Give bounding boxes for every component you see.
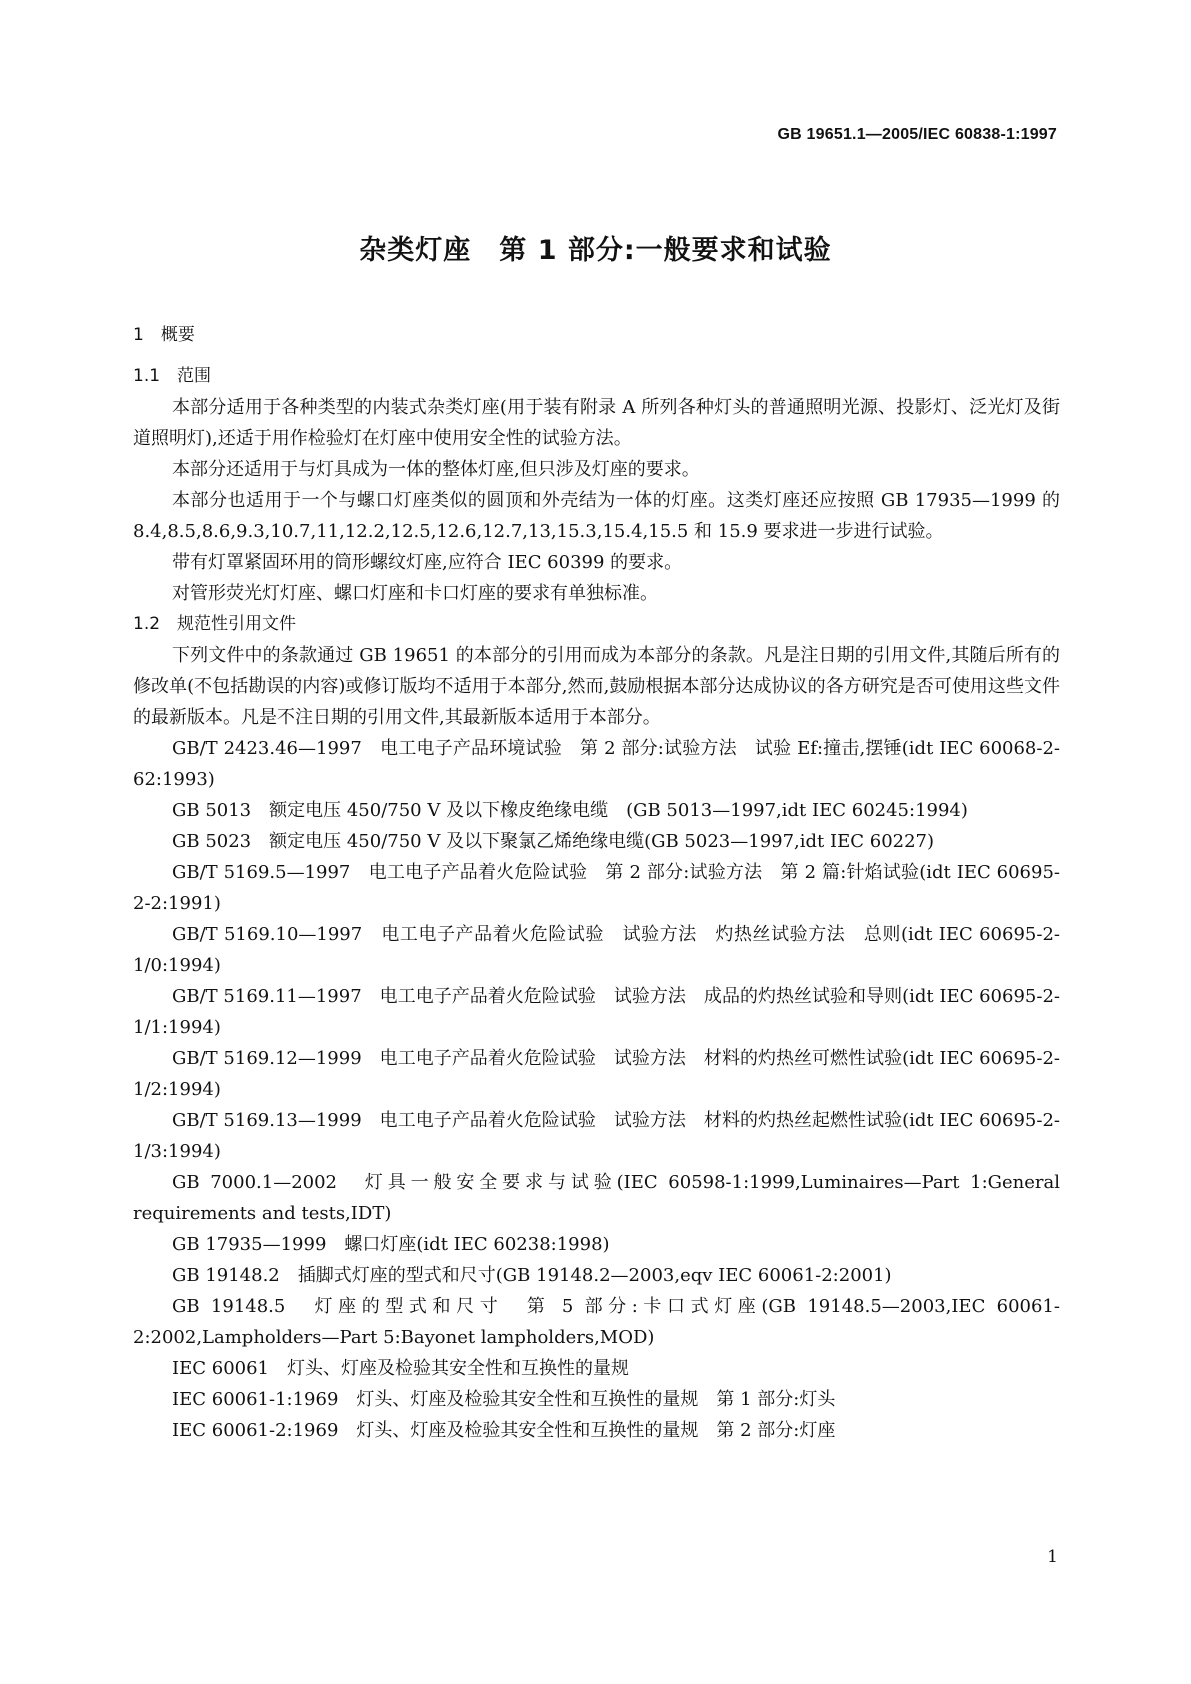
reference-item: GB/T 5169.10—1997 电工电子产品着火危险试验 试验方法 灼热丝试验方法 总则(idt IEC 60695-2-1/0:1994) <box>133 924 1060 976</box>
reference-item: IEC 60061 灯头、灯座及检验其安全性和互换性的量规 <box>172 1358 630 1379</box>
reference-item: GB/T 2423.46—1997 电工电子产品环境试验 第 2 部分:试验方法 试验 Ef:撞击,摆锤(idt IEC 60068-2-62:1993) <box>133 738 1060 790</box>
scope-paragraph: 本部分也适用于一个与螺口灯座类似的圆顶和外壳结为一体的灯座。这类灯座还应按照 GB 17935—1999 的 8.4,8.5,8.6,9.3,10.7,11,12.2,12.5,12.6,12.7,13,15.3,15.4,15.5 和 15.9 要求进一步进行试验。 <box>133 490 1060 542</box>
normative-references-intro: 下列文件中的条款通过 GB 19651 的本部分的引用而成为本部分的条款。凡是注日期的引用文件,其随后所有的修改单(不包括勘误的内容)或修订版均不适用于本部分,然而,鼓励根据本部分达成协议的各方研究是否可使用这些文件的最新版本。凡是不注日期的引用文件,其最新版本适用于本部分。 <box>133 645 1060 728</box>
reference-item: GB 5023 额定电压 450/750 V 及以下聚氯乙烯绝缘电缆(GB 5023—1997,idt IEC 60227) <box>172 831 935 852</box>
reference-item: GB 7000.1—2002 灯具一般安全要求与试验(IEC 60598-1:1999,Luminaires—Part 1:General requirements and tests,IDT) <box>133 1172 1060 1224</box>
reference-item: GB/T 5169.5—1997 电工电子产品着火危险试验 第 2 部分:试验方法 第 2 篇:针焰试验(idt IEC 60695-2-2:1991) <box>133 862 1060 914</box>
page-number: 1 <box>1047 1547 1058 1567</box>
document-title: 杂类灯座 第 1 部分:一般要求和试验 <box>359 235 832 266</box>
scope-paragraph: 带有灯罩紧固环用的筒形螺纹灯座,应符合 IEC 60399 的要求。 <box>172 552 683 573</box>
reference-item: GB 19148.5 灯座的型式和尺寸 第 5 部分:卡口式灯座(GB 19148.5—2003,IEC 60061-2:2002,Lampholders—Part 5:Bayonet lampholders,MOD) <box>133 1296 1060 1348</box>
reference-item: GB 19148.2 插脚式灯座的型式和尺寸(GB 19148.2—2003,eqv IEC 60061-2:2001) <box>172 1265 892 1286</box>
scope-paragraph: 对管形荧光灯灯座、螺口灯座和卡口灯座的要求有单独标准。 <box>172 583 658 604</box>
section-1-heading: 1 概要 <box>133 325 195 345</box>
section-1-1-heading: 1.1 范围 <box>133 366 212 386</box>
reference-item: GB/T 5169.12—1999 电工电子产品着火危险试验 试验方法 材料的灼热丝可燃性试验(idt IEC 60695-2-1/2:1994) <box>133 1048 1060 1100</box>
reference-item: GB/T 5169.11—1997 电工电子产品着火危险试验 试验方法 成品的灼热丝试验和导则(idt IEC 60695-2-1/1:1994) <box>133 986 1060 1038</box>
reference-item: IEC 60061-2:1969 灯头、灯座及检验其安全性和互换性的量规 第 2 部分:灯座 <box>172 1420 836 1441</box>
document-body <box>133 320 1060 1446</box>
reference-item: GB/T 5169.13—1999 电工电子产品着火危险试验 试验方法 材料的灼热丝起燃性试验(idt IEC 60695-2-1/3:1994) <box>133 1110 1060 1162</box>
reference-list <box>133 733 1060 1446</box>
reference-item: GB 5013 额定电压 450/750 V 及以下橡皮绝缘电缆 (GB 5013—1997,idt IEC 60245:1994) <box>172 800 968 821</box>
section-1-2-heading: 1.2 规范性引用文件 <box>133 614 297 634</box>
reference-item: GB 17935—1999 螺口灯座(idt IEC 60238:1998) <box>172 1234 610 1255</box>
reference-item: IEC 60061-1:1969 灯头、灯座及检验其安全性和互换性的量规 第 1 部分:灯头 <box>172 1389 836 1410</box>
scope-paragraph: 本部分还适用于与灯具成为一体的整体灯座,但只涉及灯座的要求。 <box>172 459 700 480</box>
scope-paragraph: 本部分适用于各种类型的内装式杂类灯座(用于装有附录 A 所列各种灯头的普通照明光源、投影灯、泛光灯及街道照明灯),还适于用作检验灯在灯座中使用安全性的试验方法。 <box>133 397 1060 449</box>
standard-code: GB 19651.1—2005/IEC 60838-1:1997 <box>777 126 1057 143</box>
